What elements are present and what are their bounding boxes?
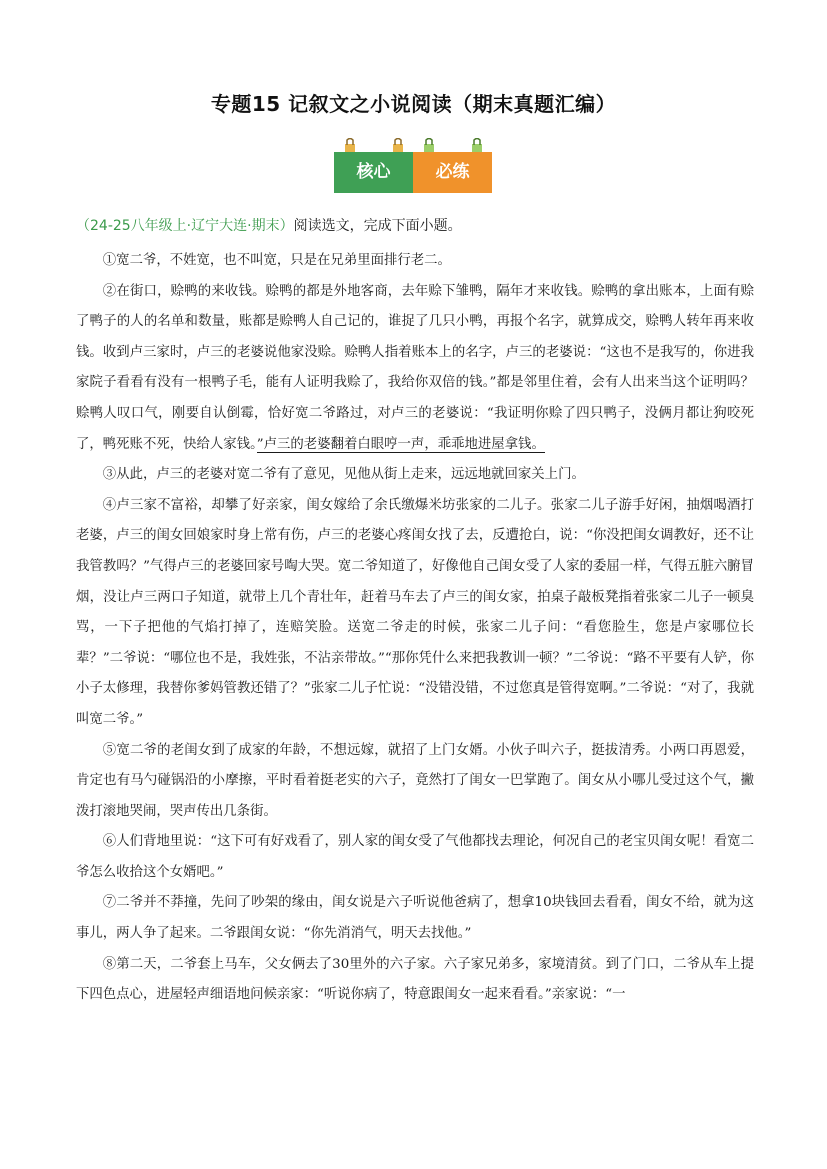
paragraph-4: ④卢三家不富裕，却攀了好亲家，闺女嫁给了余氏缴爆米坊张家的二儿子。张家二儿子游手好闲，抽烟喝酒打老婆，卢三的闺女回娘家时身上常有伤，卢三的老婆心疼闺女找了去，反遭抢白，说：“你没把闺女调教好，还不让我管教吗？”气得卢三的老婆回家号啕大哭。宽二爷知道了，好像他自己闺女受了人家的委屈一样，气得五脏六腑冒烟，没让卢三两口子知道，就带上几个青壮年，赶着马车去了卢三的闺女家，拍桌子敲板凳指着张家二儿子一顿臭骂，一下子把他的气焰打掉了，连赔笑脸。送宽二爷走的时候，张家二儿子问：“看您脸生，您是卢家哪位长辈？”二爷说：“哪位也不是，我姓张，不沾亲带故。”“那你凭什么来把我教训一顿？”二爷说：“路不平要有人铲，你小子太修理，我替你爹妈管教还错了？”张家二儿子忙说：“没错没错，不过您真是管得宽啊。”二爷说：“对了，我就叫宽二爷。” [76, 497, 754, 727]
paragraph-5: ⑤宽二爷的老闺女到了成家的年龄，不想远嫁，就招了上门女婿。小伙子叫六子，挺拔清秀。小两口再恩爱，肯定也有马勺碰锅沿的小摩擦，平时看着挺老实的六子，竟然打了闺女一巴掌跑了。闺女从小哪儿受过这个气，撇泼打滚地哭闹，哭声传出几条街。 [76, 742, 754, 819]
page-title: 专题15 记叙文之小说阅读（期末真题汇编） [210, 92, 617, 116]
section-banner [334, 138, 492, 194]
paragraph-6: ⑥人们背地里说：“这下可有好戏看了，别人家的闺女受了气他都找去理论，何况自己的老宝贝闺女呢！看宽二爷怎么收拾这个女婿吧。” [76, 834, 754, 880]
paragraph-2-text: ②在街口，赊鸭的来收钱。赊鸭的都是外地客商，去年赊下雏鸭，隔年才来收钱。赊鸭的拿出账本，上面有赊了鸭子的人的名单和数量，账都是赊鸭人自己记的，谁捉了几只小鸭，再报个名字，就算成交，赊鸭人转年再来收钱。收到卢三家时，卢三的老婆说他家没赊。赊鸭人指着账本上的名字，卢三的老婆说：“这也不是我写的，你进我家院子看看有没有一根鸭子毛，能有人证明我赊了，我给你双倍的钱。”都是邻里住着，会有人出来当这个证明吗？赊鸭人叹口气，刚要自认倒霉，恰好宽二爷路过，对卢三的老婆说：“我证明你赊了四只鸭子，没俩月都让狗咬死了，鸭死账不死，快给人家钱。 [76, 283, 754, 452]
question-instruction: 阅读选文，完成下面小题。 [293, 218, 462, 234]
paragraph-2 [76, 277, 754, 461]
banner-label-core: 核心 [334, 152, 413, 193]
question-intro [76, 214, 756, 238]
reading-passage [76, 246, 754, 1011]
paragraph-8: ⑧第二天，二爷套上马车，父女俩去了30里外的六子家。六子家兄弟多，家境清贫。到了门口，二爷从车上提下四色点心，进屋轻声细语地问候亲家：“听说你病了，特意跟闺女一起来看看。”亲家说：“一 [76, 956, 754, 1003]
underlined-sentence: ”卢三的老婆翻着白眼哼一声，乖乖地进屋拿钱。 [256, 436, 545, 452]
paragraph-3: ③从此，卢三的老婆对宽二爷有了意见，见他从街上走来，远远地就回家关上门。 [102, 467, 585, 483]
paragraph-1: ①宽二爷，不姓宽，也不叫宽，只是在兄弟里面排行老二。 [102, 253, 451, 268]
question-source: （24-25八年级上·辽宁大连·期末） [76, 218, 294, 234]
banner-label-practice: 必练 [413, 152, 492, 193]
paragraph-7: ⑦二爷并不莽撞，先问了吵架的缘由，闺女说是六子听说他爸病了，想拿10块钱回去看看，闺女不给，就为这事儿，两人争了起来。二爷跟闺女说：“你先消消气，明天去找他。” [76, 895, 754, 942]
